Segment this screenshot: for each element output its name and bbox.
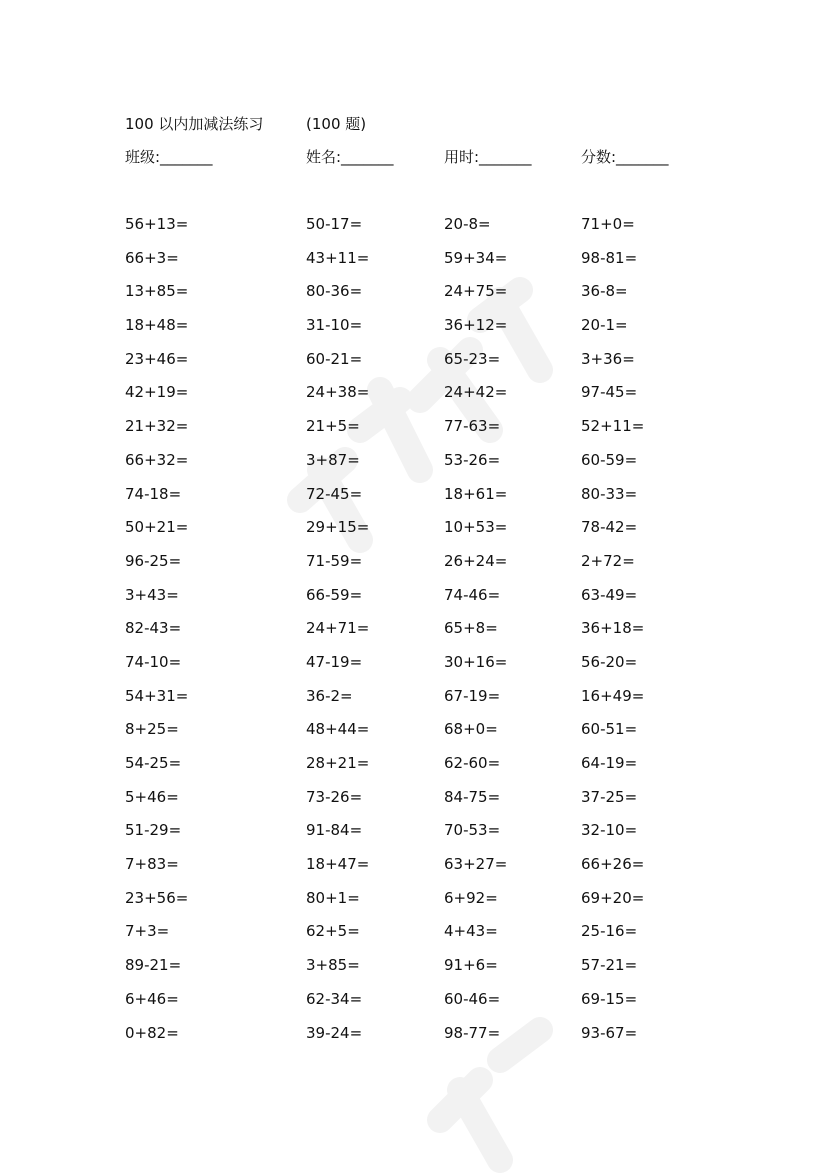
problem-item: 80-33= (581, 484, 638, 503)
problem-item: 18+47= (306, 855, 370, 874)
problem-item: 2+72= (581, 551, 635, 570)
problem-item: 3+87= (306, 450, 360, 469)
problem-item: 4+43= (444, 922, 498, 941)
problem-item: 18+48= (125, 316, 189, 335)
problem-item: 66+32= (125, 450, 189, 469)
problem-column-2 (306, 214, 456, 1056)
problem-item: 47-19= (306, 652, 363, 671)
problem-item: 5+46= (125, 787, 179, 806)
problem-item: 71+0= (581, 215, 635, 233)
problem-item: 74-10= (125, 652, 182, 671)
problem-item: 69-15= (581, 989, 638, 1008)
problem-column-1 (125, 214, 275, 1056)
problem-item: 50+21= (125, 518, 189, 537)
problem-item: 53-26= (444, 450, 501, 469)
problem-item: 65-23= (444, 349, 501, 368)
problem-item: 23+46= (125, 349, 189, 368)
class-field: 班级:_______ (125, 148, 213, 166)
problem-item: 80+1= (306, 888, 360, 907)
problem-item: 48+44= (306, 720, 370, 739)
problem-item: 42+19= (125, 383, 189, 402)
problem-column-3 (444, 214, 594, 1056)
problem-item: 77-63= (444, 417, 501, 436)
problem-item: 56+13= (125, 215, 189, 233)
problem-item: 63-49= (581, 585, 638, 604)
problem-item: 52+11= (581, 417, 645, 436)
problem-item: 36-2= (306, 686, 353, 705)
problem-item: 23+56= (125, 888, 189, 907)
problem-item: 80-36= (306, 282, 363, 301)
problem-item: 3+36= (581, 349, 635, 368)
problem-item: 36+18= (581, 619, 645, 638)
time-field: 用时:_______ (444, 148, 532, 166)
problem-item: 21+5= (306, 417, 360, 436)
problem-item: 3+43= (125, 585, 179, 604)
problem-item: 65+8= (444, 619, 498, 638)
problem-item: 13+85= (125, 282, 189, 301)
problem-item: 3+85= (306, 956, 360, 975)
problem-item: 6+46= (125, 989, 179, 1008)
problem-item: 66+26= (581, 855, 645, 874)
problem-item: 74-46= (444, 585, 501, 604)
problem-item: 70-53= (444, 821, 501, 840)
problem-item: 96-25= (125, 551, 182, 570)
problem-item: 24+75= (444, 282, 508, 301)
problem-item: 32-10= (581, 821, 638, 840)
problem-item: 57-21= (581, 956, 638, 975)
problem-item: 98-77= (444, 1023, 501, 1042)
problem-item: 56-20= (581, 652, 638, 671)
problem-item: 60-59= (581, 450, 638, 469)
problem-item: 91+6= (444, 956, 498, 975)
problem-item: 0+82= (125, 1023, 179, 1042)
problem-item: 50-17= (306, 215, 363, 233)
problem-item: 16+49= (581, 686, 645, 705)
score-field: 分数:_______ (581, 148, 669, 166)
problem-item: 60-51= (581, 720, 638, 739)
problem-item: 31-10= (306, 316, 363, 335)
problem-item: 98-81= (581, 248, 638, 267)
problem-item: 97-45= (581, 383, 638, 402)
problem-item: 18+61= (444, 484, 508, 503)
worksheet-subtitle: (100 题) (306, 115, 367, 133)
problem-item: 63+27= (444, 855, 508, 874)
problem-item: 67-19= (444, 686, 501, 705)
problem-item: 39-24= (306, 1023, 363, 1042)
problem-item: 30+16= (444, 652, 508, 671)
problem-item: 62+5= (306, 922, 360, 941)
problem-item: 7+83= (125, 855, 179, 874)
problem-item: 28+21= (306, 754, 370, 772)
problem-item: 54-25= (125, 754, 182, 772)
problem-column-4 (581, 214, 731, 1056)
problem-item: 25-16= (581, 922, 638, 941)
problem-item: 60-21= (306, 349, 363, 368)
problem-item: 51-29= (125, 821, 182, 840)
problem-item: 74-18= (125, 484, 182, 503)
problem-item: 72-45= (306, 484, 363, 503)
problem-item: 93-67= (581, 1023, 638, 1042)
problem-item: 36+12= (444, 316, 508, 335)
problem-item: 21+32= (125, 417, 189, 436)
problem-item: 60-46= (444, 989, 501, 1008)
problem-item: 24+42= (444, 383, 508, 402)
problem-item: 24+71= (306, 619, 370, 638)
problem-item: 37-25= (581, 787, 638, 806)
problem-item: 6+92= (444, 888, 498, 907)
problem-item: 26+24= (444, 551, 508, 570)
worksheet-title: 100 以内加减法练习 (125, 115, 264, 133)
problem-item: 54+31= (125, 686, 189, 705)
problem-item: 59+34= (444, 248, 508, 267)
problem-item: 62-34= (306, 989, 363, 1008)
problem-item: 71-59= (306, 551, 363, 570)
problem-item: 7+3= (125, 922, 170, 941)
problem-item: 66-59= (306, 585, 363, 604)
problem-item: 24+38= (306, 383, 370, 402)
problem-item: 89-21= (125, 956, 182, 975)
problem-item: 68+0= (444, 720, 498, 739)
problem-item: 10+53= (444, 518, 508, 537)
problem-item: 43+11= (306, 248, 370, 267)
problem-item: 82-43= (125, 619, 182, 638)
problem-item: 8+25= (125, 720, 179, 739)
problem-item: 62-60= (444, 754, 501, 772)
problem-item: 20-8= (444, 215, 491, 233)
problem-item: 69+20= (581, 888, 645, 907)
name-field: 姓名:_______ (306, 148, 394, 166)
problem-item: 78-42= (581, 518, 638, 537)
problem-item: 91-84= (306, 821, 363, 840)
problem-item: 66+3= (125, 248, 179, 267)
problem-item: 36-8= (581, 282, 628, 301)
problem-item: 64-19= (581, 754, 638, 772)
problem-item: 29+15= (306, 518, 370, 537)
problem-item: 20-1= (581, 316, 628, 335)
problem-item: 73-26= (306, 787, 363, 806)
problem-item: 84-75= (444, 787, 501, 806)
